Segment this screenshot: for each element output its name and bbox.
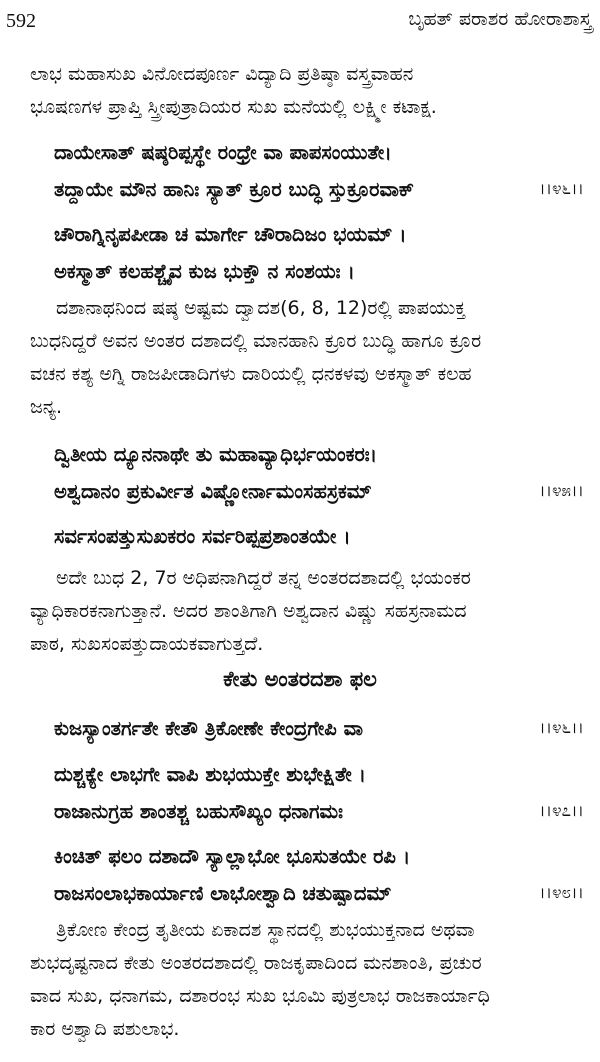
verse-block [54,756,584,830]
section-heading: ಕೇತು ಅಂತರದಶಾ ಫಲ [223,667,377,691]
paragraph-line: ಬುಧನಿದ್ದರೆ ಅವನ ಅಂತರ ದಶಾದಲ್ಲಿ ಮಾನಹಾನಿ ಕ್ರೂರ ಬುದ್ಧಿ ಹಾಗೂ ಕ್ರೂರ [30,330,482,352]
verse-number: ।।೪೬।। [539,179,584,199]
paragraph [30,562,586,661]
paragraph [30,58,586,124]
verse-line [54,710,584,747]
verse-line [54,253,584,290]
page-number: 592 [6,10,36,32]
verse-block [54,134,584,208]
verse-text: ಚೌರಾಗ್ನಿನೃಪಪೀಡಾ ಚ ಮಾರ್ಗೇ ಚೌರಾದಿಜಂ ಭಯಮ್ । [54,223,407,246]
paragraph-line: ದಶಾನಾಥನಿಂದ ಷಷ್ಠ ಅಷ್ಟಮ ದ್ವಾದಶ(6, 8, 12)ರಲ್ಲಿ ಪಾಪಯುಕ್ತ [56,297,466,319]
verse-line [54,793,584,830]
verse-text: ದುಶ್ಚಕ್ಯೇ ಲಾಭಗೇ ವಾಪಿ ಶುಭಯುಕ್ತೇ ಶುಭೇಕ್ಷಿತೇ । [54,763,366,786]
verse-text: ದಾಯೇಸಾತ್ ಷಷ್ಠರಿಪ್ಪಸ್ಥೇ ರಂಧ್ರೇ ವಾ ಪಾಪಸಂಯುತೇ। [54,141,392,164]
verse-text: ದ್ವಿತೀಯ ದ್ಯೂನನಾಥೇ ತು ಮಹಾವ್ಯಾಧಿರ್ಭಯಂಕರಃ। [54,443,378,466]
paragraph-line: ವ್ಯಾಧಿಕಾರಕನಾಗುತ್ತಾನೆ. ಅದರ ಶಾಂತಿಗಾಗಿ ಅಶ್ವದಾನ ವಿಷ್ಣು ಸಹಸ್ರನಾಮದ [30,600,467,622]
verse-number: ।।೪೬।। [539,718,584,738]
paragraph [30,292,586,424]
verse-line [54,473,584,510]
verse-line [54,134,584,171]
verse-text: ರಾಜಾನುಗ್ರಹ ಶಾಂತಶ್ಚ ಬಹುಸೌಖ್ಯಂ ಧನಾಗಮಃ [54,800,343,823]
verse-line [54,838,584,875]
paragraph-line: ಶುಭದೃಷ್ಟನಾದ ಕೇತು ಅಂತರದಶಾದಲ್ಲಿ ರಾಜಕೃಪಾದಿಂದ ಮನಶಾಂತಿ, ಪ್ರಚುರ [30,952,482,974]
verse-text: ಕುಜಸ್ಯಾಂತರ್ಗತೇ ಕೇತೌ ತ್ರಿಕೋಣೇ ಕೇಂದ್ರಗೇಪಿ ವಾ [54,717,363,740]
verse-text: ಸರ್ವಸಂಪತ್ತುಸುಖಕರಂ ಸರ್ವರಿಪ್ಪಪ್ರಶಾಂತಯೇ । [54,525,351,548]
verse-text: ಅಶ್ವದಾನಂ ಪ್ರಕುರ್ವೀತ ವಿಷ್ಣೋರ್ನಾಮಂಸಹಸ್ರಕಮ್ [54,480,372,503]
paragraph-line: ಅದೇ ಬುಧ 2, 7ರ ಅಧಿಪನಾಗಿದ್ದರೆ ತನ್ನ ಅಂತರದಶಾದಲ್ಲಿ ಭಯಂಕರ [56,567,471,589]
verse-block [54,710,584,747]
verse-number: ।।೪೫।। [539,481,584,501]
verse-line [54,436,584,473]
paragraph-line: ಲಾಭ ಮಹಾಸುಖ ವಿನೋದಪೂರ್ಣ ವಿದ್ಯಾದಿ ಪ್ರತಿಷ್ಠಾ ವಸ್ತ್ರವಾಹನ [30,63,414,85]
paragraph-line: ತ್ರಿಕೋಣ ಕೇಂದ್ರ ತೃತೀಯ ಏಕಾದಶ ಸ್ಥಾನದಲ್ಲಿ ಶುಭಯುಕ್ತನಾದ ಅಥವಾ [56,919,475,941]
verse-line [54,216,584,253]
verse-line [54,875,584,912]
paragraph-line: ವಾದ ಸುಖ, ಧನಾಗಮ, ದಶಾರಂಭ ಸುಖ ಭೂಮಿ ಪುತ್ರಲಾಭ ರಾಜಕಾರ್ಯಾಧಿ [30,985,490,1007]
page-header [6,6,594,40]
paragraph-line: ಭೂಷಣಗಳ ಪ್ರಾಪ್ತಿ ಸ್ತ್ರೀಪುತ್ರಾದಿಯರ ಸುಖ ಮನೆಯಲ್ಲಿ ಲಕ್ಷ್ಮೀ ಕಟಾಕ್ಷ. [30,96,437,118]
verse-block [54,838,584,912]
verse-block [54,518,584,555]
verse-text: ಕಿಂಚಿತ್ ಫಲಂ ದಶಾದೌ ಸ್ಯಾಲ್ಲಾಭೋ ಭೂಸುತಯೇ ರಪಿ । [54,845,411,868]
verse-number: ।।೪೭।। [539,801,584,821]
running-title: ಬೃಹತ್ ಪರಾಶರ ಹೋರಾಶಾಸ್ತ್ರ [408,8,592,30]
paragraph-line: ಪಾಠ, ಸುಖಸಂಪತ್ತುದಾಯಕವಾಗುತ್ತದೆ. [30,633,264,655]
verse-text: ರಾಜಸಂಲಾಭಕಾರ್ಯಾಣಿ ಲಾಭೋಶ್ವಾದಿ ಚತುಷ್ಪಾದಮ್ [54,882,392,905]
verse-text: ತದ್ದಾಯೇ ಮೌನ ಹಾನಿಃ ಸ್ಯಾತ್ ಕ್ರೂರ ಬುದ್ಧಿ ಸ್ತುಕ್ರೂರವಾಕ್ [54,178,414,201]
verse-line [54,756,584,793]
paragraph [30,914,586,1046]
verse-number: ।।೪೮।। [539,883,584,903]
paragraph-line: ಕಾರ ಅಶ್ವಾದಿ ಪಶುಲಾಭ. [30,1018,180,1040]
verse-line [54,518,584,555]
verse-text: ಅಕಸ್ಮಾತ್ ಕಲಹಶ್ಚೈವ ಕುಜ ಭುಕ್ತೌ ನ ಸಂಶಯಃ । [54,260,355,283]
paragraph-line: ಜನ್ಯ. [30,396,62,418]
verse-block [54,436,584,510]
paragraph-line: ವಚನ ಕಶ್ಯ ಅಗ್ನಿ ರಾಜಪೀಡಾದಿಗಳು ದಾರಿಯಲ್ಲಿ ಧನಕಳವು ಅಕಸ್ಮಾತ್ ಕಲಹ [30,363,472,385]
verse-block [54,216,584,290]
verse-line [54,171,584,208]
